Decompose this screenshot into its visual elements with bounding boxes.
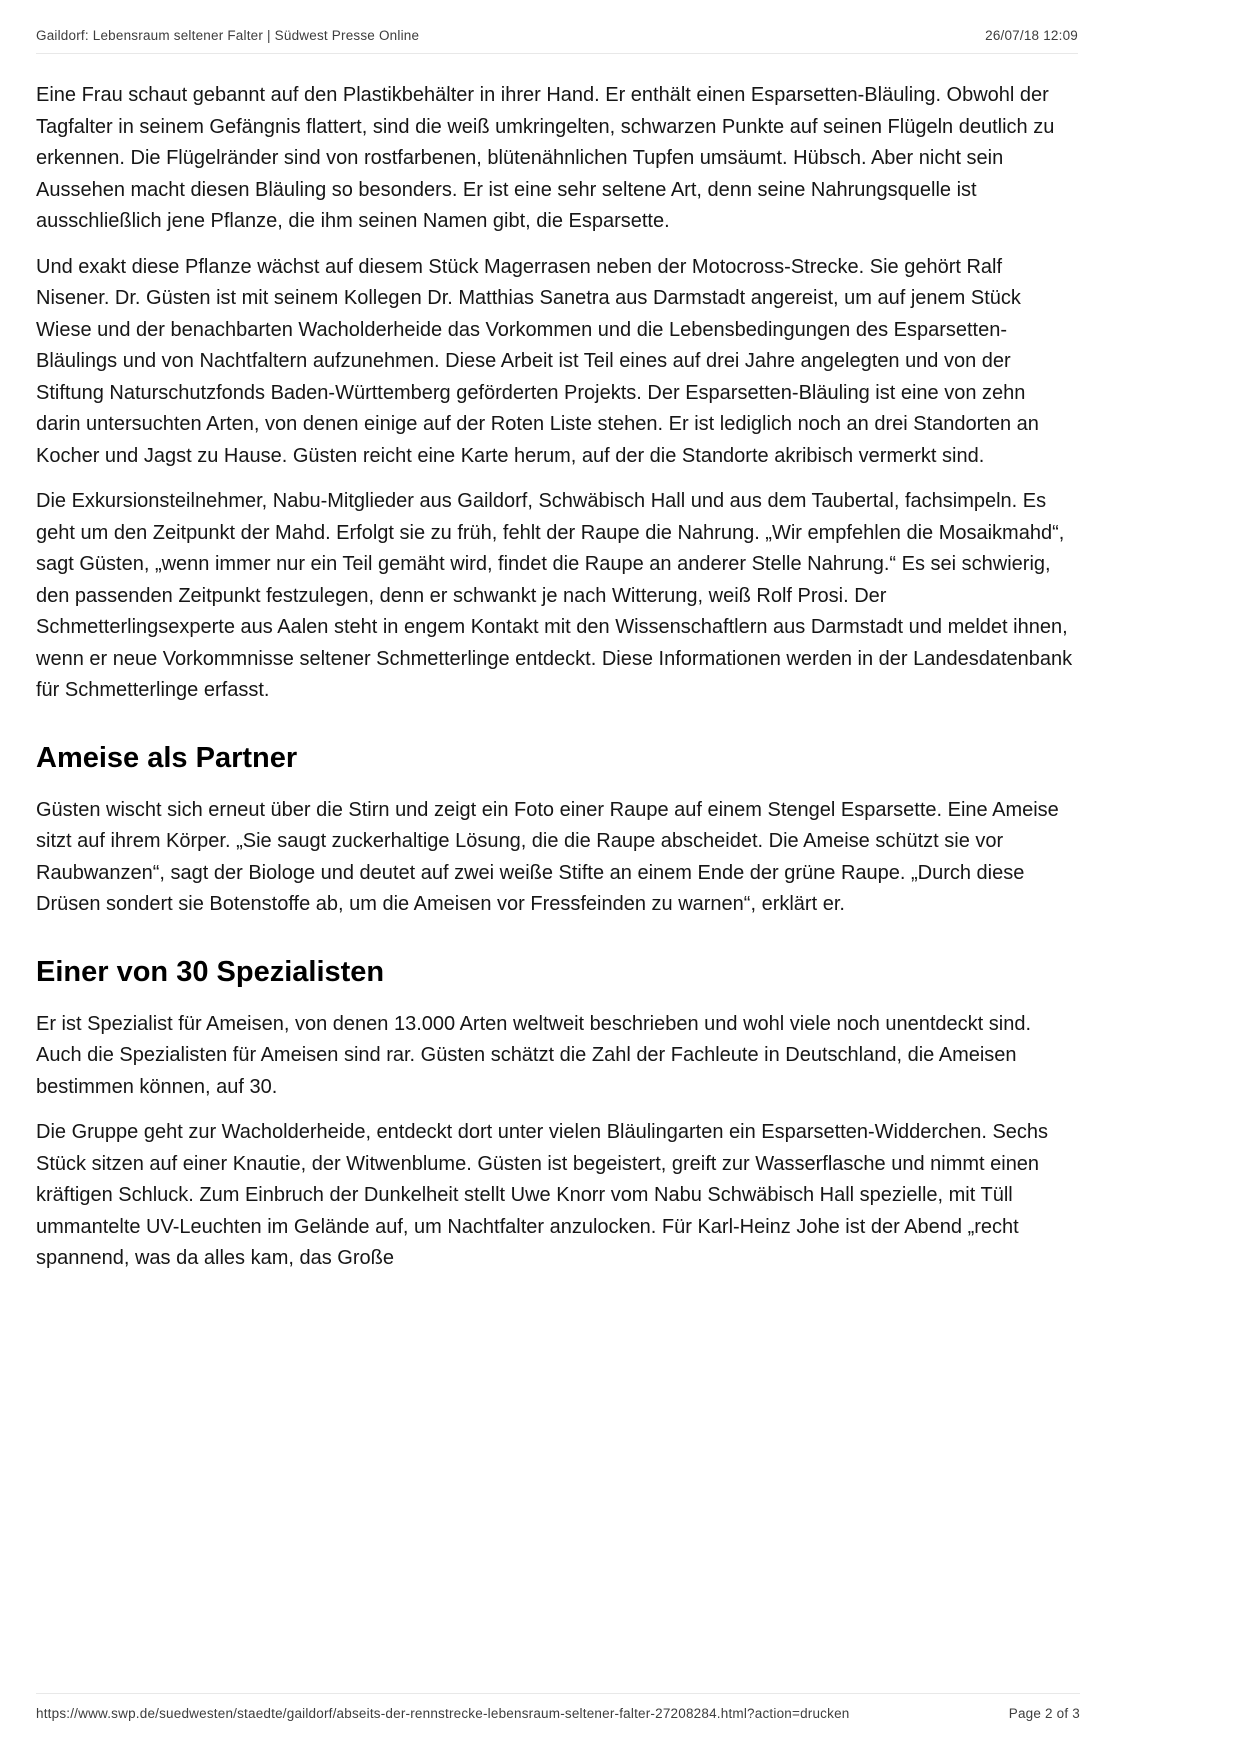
article-paragraph-2: Und exakt diese Pflanze wächst auf diesem Stück Magerrasen neben der Motocross-Strecke. Sie gehört Ralf Nisener. Dr. Güsten ist mit seinem Kollegen Dr. Matthias Sanetra aus Darmstadt angereist, um auf jenem Stück Wiese und der benachbarten Wacholderheide das Vorkommen und die Lebensbedingungen des Esparsetten-Bläulings und von Nachtfaltern aufzunehmen. Diese Arbeit ist Teil eines auf drei Jahre angelegten und von der Stiftung Naturschutzfonds Baden-Württemberg geförderten Projekts. Der Esparsetten-Bläuling ist eine von zehn darin untersuchten Arten, von denen einige auf der Roten Liste stehen. Er ist lediglich noch an drei Standorten an Kocher und Jagst zu Hause. Güsten reicht eine Karte herum, auf der die Standorte akribisch vermerkt sind. <box>36 255 1039 467</box>
print-footer-url: https://www.swp.de/suedwesten/staedte/gaildorf/abseits-der-rennstrecke-lebensraum-seltener-falter-27208284.html?action=drucken <box>36 1706 850 1721</box>
article-paragraph-5: Er ist Spezialist für Ameisen, von denen 13.000 Arten weltweit beschrieben und wohl viele noch unentdeckt sind. Auch die Spezialisten für Ameisen sind rar. Güsten schätzt die Zahl der Fachleute in Deutschland, die Ameisen bestimmen können, auf 30. <box>36 1012 1032 1098</box>
print-header-datetime: 26/07/18 12:09 <box>985 28 1078 43</box>
print-footer <box>36 1693 1080 1721</box>
article-paragraph-1: Eine Frau schaut gebannt auf den Plastikbehälter in ihrer Hand. Er enthält einen Esparsetten-Bläuling. Obwohl der Tagfalter in seinem Gefängnis flattert, sind die weiß umkringelten, schwarzen Punkte auf seinen Flügeln deutlich zu erkennen. Die Flügelränder sind von rostfarbenen, blütenähnlichen Tupfen umsäumt. Hübsch. Aber nicht sein Aussehen macht diesen Bläuling so besonders. Er ist eine sehr seltene Art, denn seine Nahrungsquelle ist ausschließlich jene Pflanze, die ihm seinen Namen gibt, die Esparsette. <box>36 84 1055 232</box>
print-header <box>36 28 1078 54</box>
article-paragraph-3: Die Exkursionsteilnehmer, Nabu-Mitglieder aus Gaildorf, Schwäbisch Hall und aus dem Taubertal, fachsimpeln. Es geht um den Zeitpunkt der Mahd. Erfolgt sie zu früh, fehlt der Raupe die Nahrung. „Wir empfehlen die Mosaikmahd“, sagt Güsten, „wenn immer nur ein Teil gemäht wird, findet die Raupe an anderer Stelle Nahrung.“ Es sei schwierig, den passenden Zeitpunkt festzulegen, denn er schwankt je nach Witterung, weiß Rolf Prosi. Der Schmetterlingsexperte aus Aalen steht in engem Kontakt mit den Wissenschaftlern aus Darmstadt und meldet ihnen, wenn er neue Vorkommnisse seltener Schmetterlinge entdeckt. Diese Informationen werden in der Landesdatenbank für Schmetterlinge erfasst. <box>36 490 1073 701</box>
section-heading-einer-von-30-spezialisten: Einer von 30 Spezialisten <box>36 955 385 988</box>
article-paragraph-6: Die Gruppe geht zur Wacholderheide, entdeckt dort unter vielen Bläulingarten ein Esparsetten-Widderchen. Sechs Stück sitzen auf einer Knautie, der Witwenblume. Güsten ist begeistert, greift zur Wasserflasche und nimmt einen kräftigen Schluck. Zum Einbruch der Dunkelheit stellt Uwe Knorr vom Nabu Schwäbisch Hall spezielle, mit Tüll ummantelte UV-Leuchten im Gelände auf, um Nachtfalter anzulocken. Für Karl-Heinz Johe ist der Abend „recht spannend, was da alles kam, das Große <box>36 1121 1049 1269</box>
article-paragraph-4: Güsten wischt sich erneut über die Stirn und zeigt ein Foto einer Raupe auf einem Stengel Esparsette. Eine Ameise sitzt auf ihrem Körper. „Sie saugt zuckerhaltige Lösung, die die Raupe abscheidet. Die Ameise schützt sie vor Raubwanzen“, sagt der Biologe und deutet auf zwei weiße Stifte an einem Ende der grüne Raupe. „Durch diese Drüsen sondert sie Botenstoffe ab, um die Ameisen vor Fressfeinden zu warnen“, erklärt er. <box>36 798 1059 915</box>
article-body <box>36 80 1074 1289</box>
section-heading-ameise-als-partner: Ameise als Partner <box>36 741 298 774</box>
print-header-title: Gaildorf: Lebensraum seltener Falter | Südwest Presse Online <box>36 28 420 43</box>
print-footer-page-number: Page 2 of 3 <box>1008 1706 1080 1721</box>
